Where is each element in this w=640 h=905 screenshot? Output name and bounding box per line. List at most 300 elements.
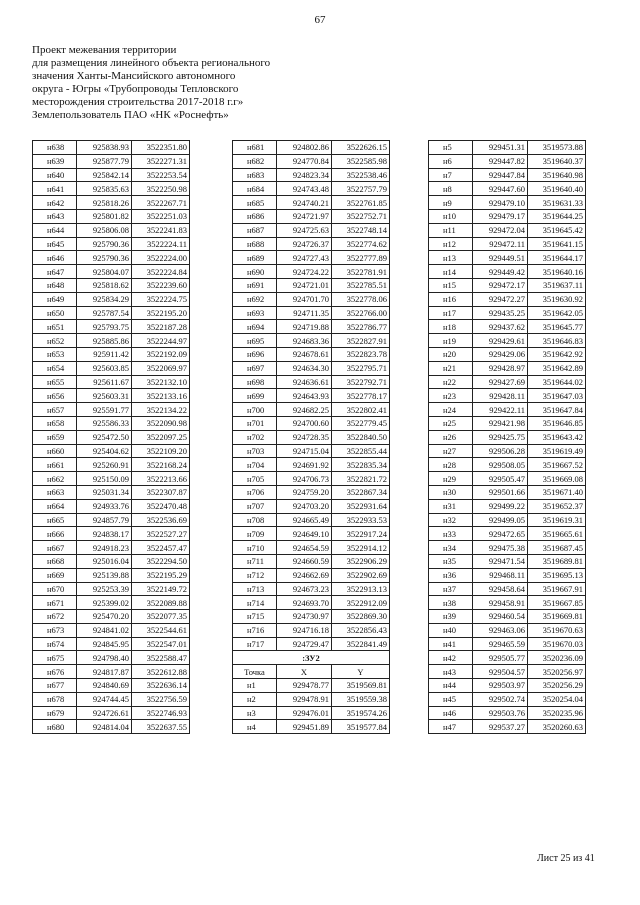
x-cell: 924711.35 <box>277 306 332 320</box>
table-row <box>233 223 390 237</box>
table-row <box>233 154 390 168</box>
point-cell: н37 <box>429 582 473 596</box>
point-cell: н39 <box>429 610 473 624</box>
y-cell: 3520236.09 <box>528 651 586 665</box>
header-line: округа - Югры «Трубопроводы Тепловского <box>32 83 239 95</box>
table-row <box>233 720 390 734</box>
y-cell: 3522547.01 <box>132 637 190 651</box>
point-cell: н654 <box>33 361 77 375</box>
x-cell: 924724.22 <box>277 265 332 279</box>
x-cell: 929479.17 <box>473 209 528 223</box>
table-row <box>429 168 586 182</box>
point-cell: н652 <box>33 334 77 348</box>
point-cell: н23 <box>429 389 473 403</box>
y-cell: 3519577.84 <box>332 720 390 734</box>
point-cell: н692 <box>233 292 277 306</box>
point-cell: н641 <box>33 182 77 196</box>
point-cell: н672 <box>33 610 77 624</box>
point-cell: н29 <box>429 472 473 486</box>
x-cell: 925472.50 <box>77 430 132 444</box>
x-cell: 929499.22 <box>473 499 528 513</box>
point-cell: н24 <box>429 403 473 417</box>
y-cell: 3519569.81 <box>332 679 390 693</box>
point-cell: н1 <box>233 679 277 693</box>
x-cell: 925253.39 <box>77 582 132 596</box>
x-cell: 924662.69 <box>277 568 332 582</box>
y-cell: 3522757.79 <box>332 182 390 196</box>
x-cell: 924721.01 <box>277 278 332 292</box>
y-cell: 3522766.00 <box>332 306 390 320</box>
point-cell: н699 <box>233 389 277 403</box>
table-row <box>33 637 190 651</box>
x-cell: 929447.82 <box>473 154 528 168</box>
point-cell: н678 <box>33 692 77 706</box>
x-cell: 924683.36 <box>277 334 332 348</box>
y-cell: 3522224.75 <box>132 292 190 306</box>
point-cell: н681 <box>233 141 277 155</box>
y-cell: 3522195.20 <box>132 306 190 320</box>
table-row <box>233 582 390 596</box>
point-cell: н705 <box>233 472 277 486</box>
point-cell: н27 <box>429 444 473 458</box>
point-cell: н12 <box>429 237 473 251</box>
y-cell: 3519642.92 <box>528 347 586 361</box>
table-row <box>33 541 190 555</box>
x-cell: 925885.86 <box>77 334 132 348</box>
x-cell: 924693.70 <box>277 596 332 610</box>
x-cell: 924719.88 <box>277 320 332 334</box>
table-row <box>233 430 390 444</box>
point-cell: н668 <box>33 554 77 568</box>
point-cell: н683 <box>233 168 277 182</box>
table-row <box>33 375 190 389</box>
point-cell: н707 <box>233 499 277 513</box>
section-title: :ЗУ2 <box>233 651 390 665</box>
table-row <box>33 458 190 472</box>
table-row <box>429 472 586 486</box>
point-cell: н657 <box>33 403 77 417</box>
x-cell: 924649.10 <box>277 527 332 541</box>
document-header <box>32 44 392 122</box>
point-cell: н673 <box>33 623 77 637</box>
y-cell: 3522267.71 <box>132 196 190 210</box>
point-cell: н26 <box>429 430 473 444</box>
x-cell: 924728.35 <box>277 430 332 444</box>
point-cell: н19 <box>429 334 473 348</box>
table-row <box>33 610 190 624</box>
y-cell: 3522637.55 <box>132 720 190 734</box>
point-cell: н710 <box>233 541 277 555</box>
point-cell: н42 <box>429 651 473 665</box>
point-cell: н46 <box>429 706 473 720</box>
x-cell: 924814.04 <box>77 720 132 734</box>
x-cell: 925470.20 <box>77 610 132 624</box>
table-row <box>33 347 190 361</box>
point-cell: н700 <box>233 403 277 417</box>
point-cell: н709 <box>233 527 277 541</box>
table-row <box>429 637 586 651</box>
point-cell: н697 <box>233 361 277 375</box>
y-cell: 3522778.17 <box>332 389 390 403</box>
y-cell: 3519630.92 <box>528 292 586 306</box>
point-cell: н649 <box>33 292 77 306</box>
y-cell: 3522902.69 <box>332 568 390 582</box>
point-cell: н695 <box>233 334 277 348</box>
point-cell: н44 <box>429 679 473 693</box>
y-cell: 3522097.25 <box>132 430 190 444</box>
y-cell: 3522351.80 <box>132 141 190 155</box>
table-row <box>429 416 586 430</box>
y-cell: 3519640.98 <box>528 168 586 182</box>
y-cell: 3522827.91 <box>332 334 390 348</box>
y-cell: 3522933.53 <box>332 513 390 527</box>
point-cell: н40 <box>429 623 473 637</box>
page-number: 67 <box>314 14 326 26</box>
table-row <box>233 141 390 155</box>
y-cell: 3519671.40 <box>528 485 586 499</box>
y-cell: 3522133.16 <box>132 389 190 403</box>
point-cell: н17 <box>429 306 473 320</box>
y-cell: 3519689.81 <box>528 554 586 568</box>
y-cell: 3522241.83 <box>132 223 190 237</box>
x-cell: 929451.89 <box>277 720 332 734</box>
table-row <box>233 499 390 513</box>
point-cell: н676 <box>33 665 77 679</box>
x-cell: 925260.91 <box>77 458 132 472</box>
y-cell: 3522781.91 <box>332 265 390 279</box>
y-cell: 3522069.97 <box>132 361 190 375</box>
point-cell: н717 <box>233 637 277 651</box>
table-row <box>429 499 586 513</box>
point-cell: н715 <box>233 610 277 624</box>
y-cell: 3522867.34 <box>332 485 390 499</box>
x-cell: 929472.17 <box>473 278 528 292</box>
table-row <box>33 361 190 375</box>
column-header-row <box>233 665 390 679</box>
x-cell: 929435.25 <box>473 306 528 320</box>
x-cell: 925404.62 <box>77 444 132 458</box>
point-cell: н658 <box>33 416 77 430</box>
point-cell: н685 <box>233 196 277 210</box>
table-row <box>233 416 390 430</box>
table-row <box>33 154 190 168</box>
x-cell: 929505.77 <box>473 651 528 665</box>
header-line: Проект межевания территории <box>32 44 177 56</box>
y-cell: 3522802.41 <box>332 403 390 417</box>
table-row <box>33 444 190 458</box>
point-cell: н691 <box>233 278 277 292</box>
point-cell: н663 <box>33 485 77 499</box>
point-cell: н674 <box>33 637 77 651</box>
x-cell: 925586.33 <box>77 416 132 430</box>
x-cell: 929475.38 <box>473 541 528 555</box>
header-line: значения Ханты-Мансийского автономного <box>32 70 236 82</box>
x-cell: 929429.61 <box>473 334 528 348</box>
y-cell: 3519669.81 <box>528 610 586 624</box>
x-cell: 925834.29 <box>77 292 132 306</box>
x-cell: 929471.54 <box>473 554 528 568</box>
point-cell: н656 <box>33 389 77 403</box>
x-cell: 924840.69 <box>77 679 132 693</box>
table-row <box>233 637 390 651</box>
y-cell: 3522823.78 <box>332 347 390 361</box>
table-row <box>233 444 390 458</box>
table-row <box>233 361 390 375</box>
point-cell: н689 <box>233 251 277 265</box>
x-cell: 925611.67 <box>77 375 132 389</box>
y-cell: 3522746.93 <box>132 706 190 720</box>
x-cell: 925603.31 <box>77 389 132 403</box>
point-cell: н714 <box>233 596 277 610</box>
table-row <box>429 485 586 499</box>
table-row <box>429 334 586 348</box>
y-cell: 3520254.04 <box>528 692 586 706</box>
point-cell: н712 <box>233 568 277 582</box>
x-cell: 924918.23 <box>77 541 132 555</box>
x-cell: 924817.87 <box>77 665 132 679</box>
point-cell: н661 <box>33 458 77 472</box>
table-row <box>429 554 586 568</box>
x-cell: 929501.66 <box>473 485 528 499</box>
point-cell: н15 <box>429 278 473 292</box>
sheet-number: Лист 25 из 41 <box>537 853 595 864</box>
y-cell: 3519647.84 <box>528 403 586 417</box>
table-row <box>233 692 390 706</box>
point-cell: н9 <box>429 196 473 210</box>
y-cell: 3522778.06 <box>332 292 390 306</box>
table-row <box>33 389 190 403</box>
x-cell: 929502.74 <box>473 692 528 706</box>
x-cell: 929458.64 <box>473 582 528 596</box>
x-cell: 924743.48 <box>277 182 332 196</box>
y-cell: 3519687.45 <box>528 541 586 555</box>
y-cell: 3522544.61 <box>132 623 190 637</box>
point-cell: н716 <box>233 623 277 637</box>
table-row <box>233 403 390 417</box>
table-row <box>33 568 190 582</box>
table-row <box>429 320 586 334</box>
y-cell: 3522307.87 <box>132 485 190 499</box>
point-cell: н684 <box>233 182 277 196</box>
table-row <box>233 706 390 720</box>
y-cell: 3522134.22 <box>132 403 190 417</box>
point-cell: н679 <box>33 706 77 720</box>
table-row <box>33 265 190 279</box>
table-row <box>33 651 190 665</box>
y-cell: 3519642.89 <box>528 361 586 375</box>
point-cell: н694 <box>233 320 277 334</box>
table-row <box>429 651 586 665</box>
point-cell: н653 <box>33 347 77 361</box>
x-cell: 929422.11 <box>473 403 528 417</box>
table-row <box>429 430 586 444</box>
x-cell: 925806.08 <box>77 223 132 237</box>
table-row <box>33 416 190 430</box>
y-cell: 3519646.85 <box>528 416 586 430</box>
table-row <box>233 209 390 223</box>
x-cell: 929429.06 <box>473 347 528 361</box>
table-row <box>429 513 586 527</box>
y-cell: 3522244.97 <box>132 334 190 348</box>
table-row <box>33 582 190 596</box>
x-cell: 924841.02 <box>77 623 132 637</box>
table-row <box>33 679 190 693</box>
x-cell: 925818.26 <box>77 196 132 210</box>
point-cell: н711 <box>233 554 277 568</box>
x-cell: 929460.54 <box>473 610 528 624</box>
table-row <box>33 513 190 527</box>
point-cell: н644 <box>33 223 77 237</box>
x-cell: 924726.37 <box>277 237 332 251</box>
y-cell: 3522931.64 <box>332 499 390 513</box>
table-row <box>429 209 586 223</box>
table-row <box>233 596 390 610</box>
x-cell: 924798.40 <box>77 651 132 665</box>
point-cell: н643 <box>33 209 77 223</box>
x-cell: 929428.11 <box>473 389 528 403</box>
point-cell: н25 <box>429 416 473 430</box>
y-cell: 3519665.61 <box>528 527 586 541</box>
x-cell: 924691.92 <box>277 458 332 472</box>
table-row <box>429 223 586 237</box>
table-row <box>33 237 190 251</box>
table-row <box>233 278 390 292</box>
y-cell: 3519643.42 <box>528 430 586 444</box>
y-cell: 3522777.89 <box>332 251 390 265</box>
x-cell: 924706.73 <box>277 472 332 486</box>
table-row <box>429 665 586 679</box>
y-cell: 3519573.88 <box>528 141 586 155</box>
x-cell: 924857.79 <box>77 513 132 527</box>
point-cell: н713 <box>233 582 277 596</box>
x-cell: 929451.31 <box>473 141 528 155</box>
table-row <box>233 237 390 251</box>
point-cell: н696 <box>233 347 277 361</box>
x-cell: 924703.20 <box>277 499 332 513</box>
x-cell: 925603.85 <box>77 361 132 375</box>
y-cell: 3519619.31 <box>528 513 586 527</box>
y-cell: 3519645.77 <box>528 320 586 334</box>
y-cell: 3519631.33 <box>528 196 586 210</box>
point-cell: н10 <box>429 209 473 223</box>
y-cell: 3522636.14 <box>132 679 190 693</box>
x-cell: 929447.60 <box>473 182 528 196</box>
point-cell: н708 <box>233 513 277 527</box>
point-cell: н650 <box>33 306 77 320</box>
table-row <box>33 320 190 334</box>
y-cell: 3520256.97 <box>528 665 586 679</box>
y-cell: 3522856.43 <box>332 623 390 637</box>
x-cell: 924678.61 <box>277 347 332 361</box>
point-cell: н640 <box>33 168 77 182</box>
y-cell: 3522132.10 <box>132 375 190 389</box>
x-cell: 925835.63 <box>77 182 132 196</box>
y-cell: 3522786.77 <box>332 320 390 334</box>
y-cell: 3519670.63 <box>528 623 586 637</box>
x-cell: 924744.45 <box>77 692 132 706</box>
y-cell: 3522795.71 <box>332 361 390 375</box>
y-cell: 3519640.40 <box>528 182 586 196</box>
table-row <box>429 610 586 624</box>
table-row <box>429 347 586 361</box>
y-cell: 3522792.71 <box>332 375 390 389</box>
table-row <box>233 389 390 403</box>
point-cell: н706 <box>233 485 277 499</box>
point-cell: н648 <box>33 278 77 292</box>
y-cell: 3522752.71 <box>332 209 390 223</box>
point-cell: н703 <box>233 444 277 458</box>
x-cell: 929463.06 <box>473 623 528 637</box>
x-cell: 929503.97 <box>473 679 528 693</box>
y-cell: 3522090.98 <box>132 416 190 430</box>
y-cell: 3522187.28 <box>132 320 190 334</box>
coordinates-table-right <box>428 140 586 734</box>
y-cell: 3519644.17 <box>528 251 586 265</box>
table-row <box>33 334 190 348</box>
x-cell: 929476.01 <box>277 706 332 720</box>
table-row <box>429 623 586 637</box>
x-cell: 924721.97 <box>277 209 332 223</box>
point-cell: н45 <box>429 692 473 706</box>
table-row <box>429 265 586 279</box>
y-cell: 3522914.12 <box>332 541 390 555</box>
table-row <box>429 375 586 389</box>
point-cell: н660 <box>33 444 77 458</box>
y-cell: 3522612.88 <box>132 665 190 679</box>
table-row <box>429 706 586 720</box>
point-cell: н31 <box>429 499 473 513</box>
x-cell: 924665.49 <box>277 513 332 527</box>
table-row <box>233 265 390 279</box>
table-row <box>429 692 586 706</box>
column-header-y: Y <box>332 665 390 679</box>
table-row <box>233 554 390 568</box>
y-cell: 3522168.24 <box>132 458 190 472</box>
x-cell: 924673.23 <box>277 582 332 596</box>
table-row <box>429 403 586 417</box>
x-cell: 929503.76 <box>473 706 528 720</box>
y-cell: 3519640.16 <box>528 265 586 279</box>
x-cell: 924838.17 <box>77 527 132 541</box>
x-cell: 925804.07 <box>77 265 132 279</box>
y-cell: 3522077.35 <box>132 610 190 624</box>
table-row <box>33 141 190 155</box>
point-cell: н675 <box>33 651 77 665</box>
y-cell: 3522089.88 <box>132 596 190 610</box>
y-cell: 3522761.85 <box>332 196 390 210</box>
y-cell: 3522536.69 <box>132 513 190 527</box>
y-cell: 3519695.13 <box>528 568 586 582</box>
point-cell: н8 <box>429 182 473 196</box>
point-cell: н43 <box>429 665 473 679</box>
point-cell: н682 <box>233 154 277 168</box>
x-cell: 925399.02 <box>77 596 132 610</box>
y-cell: 3522294.50 <box>132 554 190 568</box>
table-row <box>429 541 586 555</box>
x-cell: 924726.61 <box>77 706 132 720</box>
table-row <box>429 720 586 734</box>
point-cell: н664 <box>33 499 77 513</box>
point-cell: н687 <box>233 223 277 237</box>
point-cell: н18 <box>429 320 473 334</box>
table-row <box>429 141 586 155</box>
point-cell: н647 <box>33 265 77 279</box>
point-cell: н686 <box>233 209 277 223</box>
y-cell: 3522224.00 <box>132 251 190 265</box>
x-cell: 925790.36 <box>77 237 132 251</box>
y-cell: 3519667.52 <box>528 458 586 472</box>
x-cell: 925139.88 <box>77 568 132 582</box>
